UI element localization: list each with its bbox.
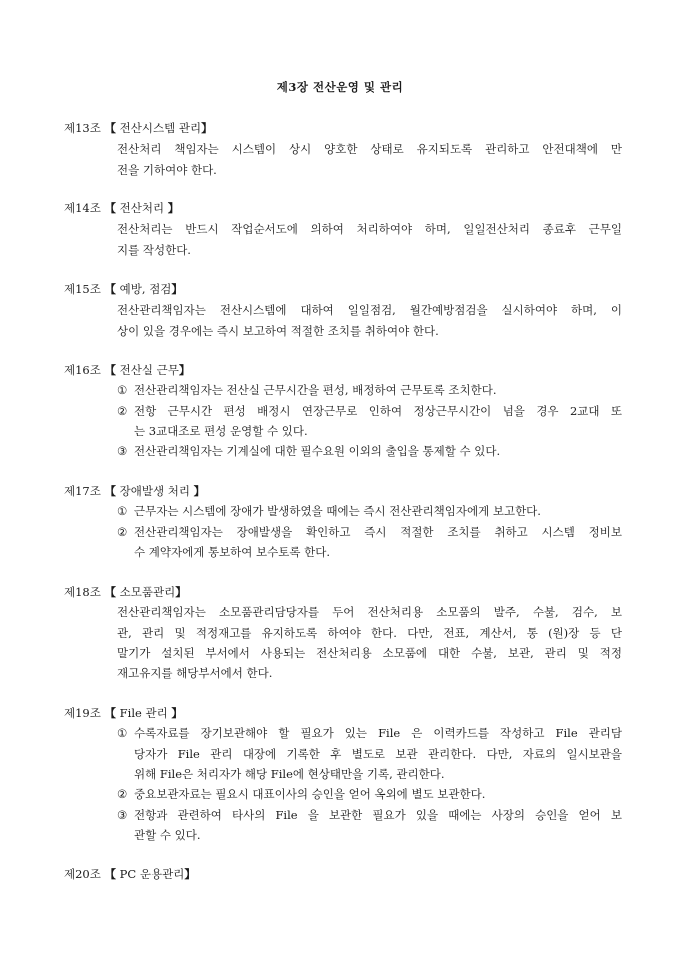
body-line: 전산처리는 반드시 작업순서도에 의하여 처리하여야 하며, 일일전산처리 종료후 근무일 — [117, 222, 622, 236]
item-number: ① — [117, 383, 128, 397]
article-number: 제15조 — [64, 282, 101, 296]
item-number: ② — [117, 404, 128, 418]
item-line: 관할 수 있다. — [134, 828, 201, 842]
item-number: ③ — [117, 444, 128, 458]
bracket-open: 【 — [104, 363, 117, 377]
article-number: 제17조 — [64, 484, 101, 498]
bracket-open: 【 — [104, 282, 117, 296]
article-heading — [64, 584, 187, 600]
bracket-close: 】 — [171, 706, 183, 720]
article-title: 장애발생 처리 — [116, 484, 194, 498]
item-line: 수 계약자에게 통보하여 보수토록 한다. — [134, 545, 331, 559]
item-line: 전산관리책임자는 기계실에 대한 필수요원 이외의 출입을 통제할 수 있다. — [134, 444, 501, 458]
item-line: 는 3교대조로 편성 운영할 수 있다. — [134, 424, 308, 438]
chapter-title: 제3장 전산운영 및 관리 — [276, 80, 404, 94]
item-line: 위해 File은 처리자가 해당 File에 현상태만을 기록, 관리한다. — [134, 767, 445, 781]
item-line: 수록자료를 장기보관해야 할 필요가 있는 File 은 이력카드를 작성하고 File 관리담 — [134, 726, 622, 740]
body-line: 전을 기하여야 한다. — [117, 163, 217, 177]
bracket-open: 【 — [104, 201, 117, 215]
article-number: 제20조 — [64, 867, 101, 881]
article-heading — [64, 866, 196, 882]
article-title: PC 운용관리 — [116, 867, 185, 881]
item-number: ① — [117, 726, 128, 740]
article-title: 예방, 점검 — [116, 282, 172, 296]
bracket-close: 】 — [175, 585, 187, 599]
item-line: 당자가 File 관리 대장에 기록한 후 별도로 보관 관리한다. 다만, 자료의 일시보관을 — [134, 747, 622, 761]
bracket-close: 】 — [167, 201, 180, 215]
article-title: 소모품관리 — [116, 585, 176, 599]
body-line: 전산관리책임자는 전산시스템에 대하여 일일점검, 월간예방점검을 실시하여야 하며, 이 — [117, 303, 622, 317]
article-title: 전산처리 — [116, 201, 168, 215]
item-line: 전산관리책임자는 전산실 근무시간을 편성, 배정하여 근무토록 조치한다. — [134, 383, 497, 397]
article-heading — [64, 362, 190, 378]
article-number: 제16조 — [64, 363, 101, 377]
bracket-open: 【 — [104, 484, 117, 498]
item-line: 전항과 관련하여 타사의 File 을 보관한 필요가 있을 때에는 사장의 승인을 얻어 보 — [134, 808, 622, 822]
bracket-open: 【 — [104, 706, 117, 720]
item-number: ② — [117, 525, 128, 539]
article-heading — [64, 120, 213, 136]
article-heading — [64, 705, 183, 721]
body-line: 전산처리 책임자는 시스템이 상시 양호한 상태로 유지되도록 관리하고 안전대책에 만 — [117, 142, 622, 156]
item-line: 전산관리책임자는 장애발생을 확인하고 즉시 적절한 조치를 취하고 시스템 정비보 — [134, 525, 622, 539]
bracket-close: 】 — [178, 363, 191, 377]
article-heading — [64, 483, 205, 499]
article-heading — [64, 281, 183, 297]
article-number: 제14조 — [64, 201, 101, 215]
item-line: 근무자는 시스템에 장애가 발생하였을 때에는 즉시 전산관리책임자에게 보고한다. — [134, 504, 541, 518]
body-line: 전산관리책임자는 소모품관리담당자를 두어 전산처리용 소모품의 발주, 수불, 검수, 보 — [117, 605, 622, 619]
article-number: 제13조 — [64, 121, 101, 135]
bracket-open: 【 — [104, 121, 117, 135]
bracket-close: 】 — [193, 484, 206, 498]
bracket-open: 【 — [104, 867, 117, 881]
body-line: 관, 관리 및 적정재고를 유지하도록 하여야 한다. 다만, 전표, 계산서, 통 (원)장 등 단 — [117, 626, 622, 640]
bracket-close: 】 — [184, 867, 196, 881]
article-number: 제19조 — [64, 706, 101, 720]
body-line: 말기가 설치된 부서에서 사용되는 전산처리용 소모품에 대한 수불, 보관, 관리 및 적정 — [117, 646, 622, 660]
body-line: 재고유지를 해당부서에서 한다. — [117, 666, 273, 680]
article-title: 전산실 근무 — [116, 363, 179, 377]
bracket-close: 】 — [171, 282, 183, 296]
bracket-close: 】 — [201, 121, 213, 135]
article-title: File 관리 — [116, 706, 172, 720]
bracket-open: 【 — [104, 585, 117, 599]
item-number: ② — [117, 787, 128, 801]
article-heading — [64, 200, 179, 216]
item-line: 전항 근무시간 편성 배정시 연장근무로 인하여 정상근무시간이 넘을 경우 2교대 또 — [134, 404, 622, 418]
item-number: ③ — [117, 808, 128, 822]
item-line: 중요보관자료는 필요시 대표이사의 승인을 얻어 옥외에 별도 보관한다. — [134, 787, 486, 801]
body-line: 상이 있을 경우에는 즉시 보고하여 적절한 조치를 취하여야 한다. — [117, 324, 439, 338]
article-title: 전산시스템 관리 — [116, 121, 202, 135]
body-line: 지를 작성한다. — [117, 243, 191, 257]
article-number: 제18조 — [64, 585, 101, 599]
item-number: ① — [117, 504, 128, 518]
